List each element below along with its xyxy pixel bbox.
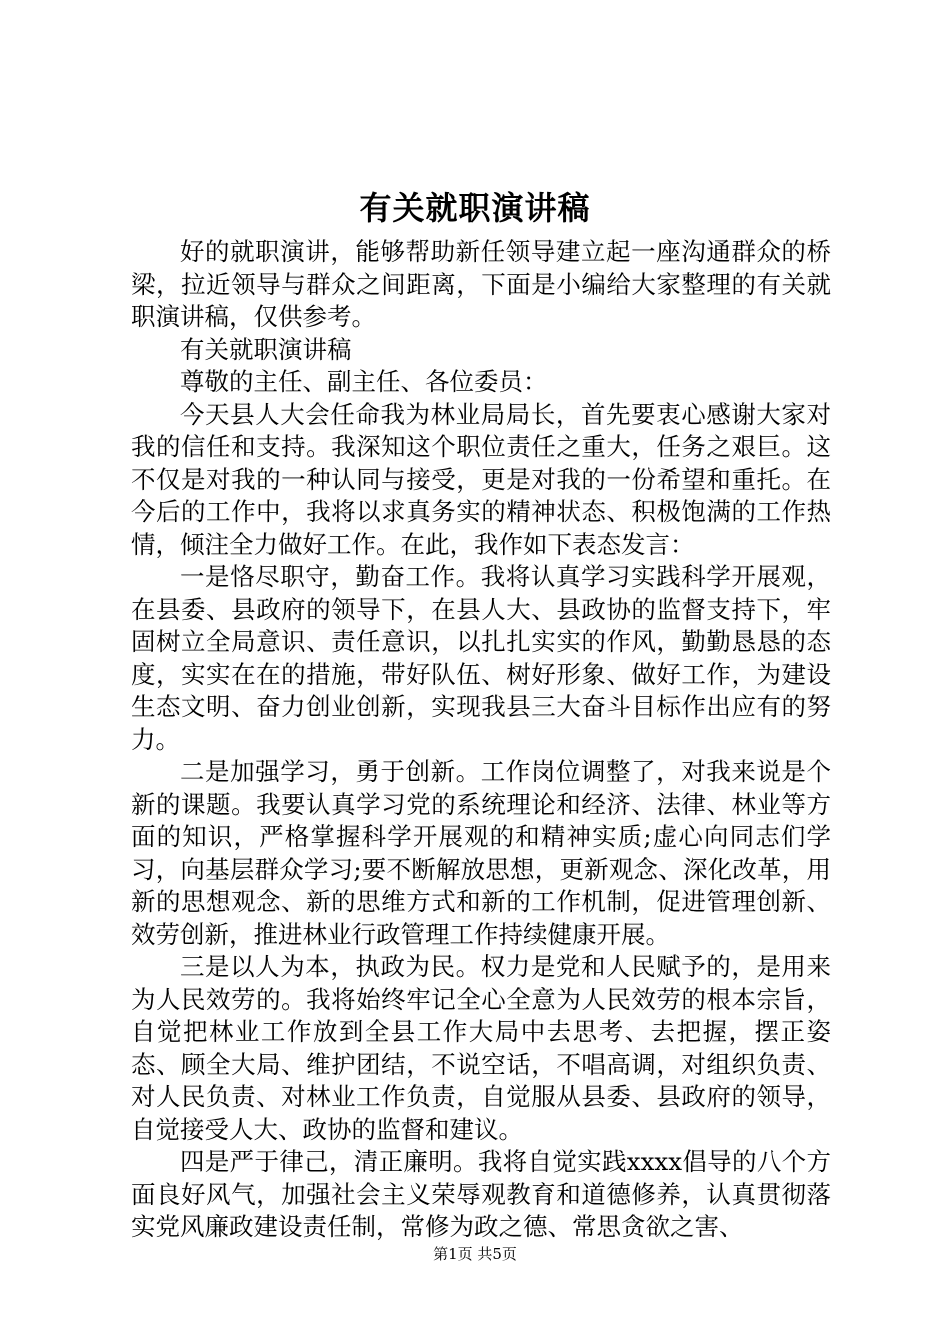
paragraph-opening: 今天县人大会任命我为林业局局长，首先要衷心感谢大家对我的信任和支持。我深知这个职位责任之重大，任务之艰巨。这不仅是对我的一种认同与接受，更是对我的一份希望和重托。在今后的工作中，我将以求真务实的精神状态、积极饱满的工作热情，倾注全力做好工作。在此，我作如下表态发言： <box>131 399 831 559</box>
paragraph-point-3: 三是以人为本，执政为民。权力是党和人民赋予的，是用来为人民效劳的。我将始终牢记全心全意为人民效劳的根本宗旨，自觉把林业工作放到全县工作大局中去思考、去把握，摆正姿态、顾全大局、维护团结，不说空话，不唱高调，对组织负责、对人民负责、对林业工作负责，自觉服从县委、县政府的领导，自觉接受人大、政协的监督和建议。 <box>131 952 831 1144</box>
document-body <box>131 236 831 1244</box>
document-title: 有关就职演讲稿 <box>359 189 591 227</box>
paragraph-point-4: 四是严于律己，清正廉明。我将自觉实践xxxx倡导的八个方面良好风气，加强社会主义荣辱观教育和道德修养，认真贯彻落实党风廉政建设责任制，常修为政之德、常思贪欲之害、 <box>131 1147 831 1241</box>
paragraph-subtitle: 有关就职演讲稿 <box>180 334 352 364</box>
paragraph-point-2: 二是加强学习，勇于创新。工作岗位调整了，对我来说是个新的课题。我要认真学习党的系统理论和经济、法律、林业等方面的知识，严格掌握科学开展观的和精神实质;虚心向同志们学习，向基层群众学习;要不断解放思想，更新观念、深化改革，用新的思想观念、新的思维方式和新的工作机制，促进管理创新、效劳创新，推进林业行政管理工作持续健康开展。 <box>131 757 831 949</box>
page-number-footer: 第1页 共5页 <box>433 1245 517 1263</box>
paragraph-salutation: 尊敬的主任、副主任、各位委员： <box>180 367 548 396</box>
paragraph-point-1: 一是恪尽职守，勤奋工作。我将认真学习实践科学开展观，在县委、县政府的领导下，在县人大、县政协的监督支持下，牢固树立全局意识、责任意识，以扎扎实实的作风，勤勤恳恳的态度，实实在在的措施，带好队伍、树好形象、做好工作，为建设生态文明、奋力创业创新，实现我县三大奋斗目标作出应有的努力。 <box>131 562 831 754</box>
paragraph-intro: 好的就职演讲，能够帮助新任领导建立起一座沟通群众的桥梁，拉近领导与群众之间距离，下面是小编给大家整理的有关就职演讲稿，仅供参考。 <box>131 237 831 331</box>
